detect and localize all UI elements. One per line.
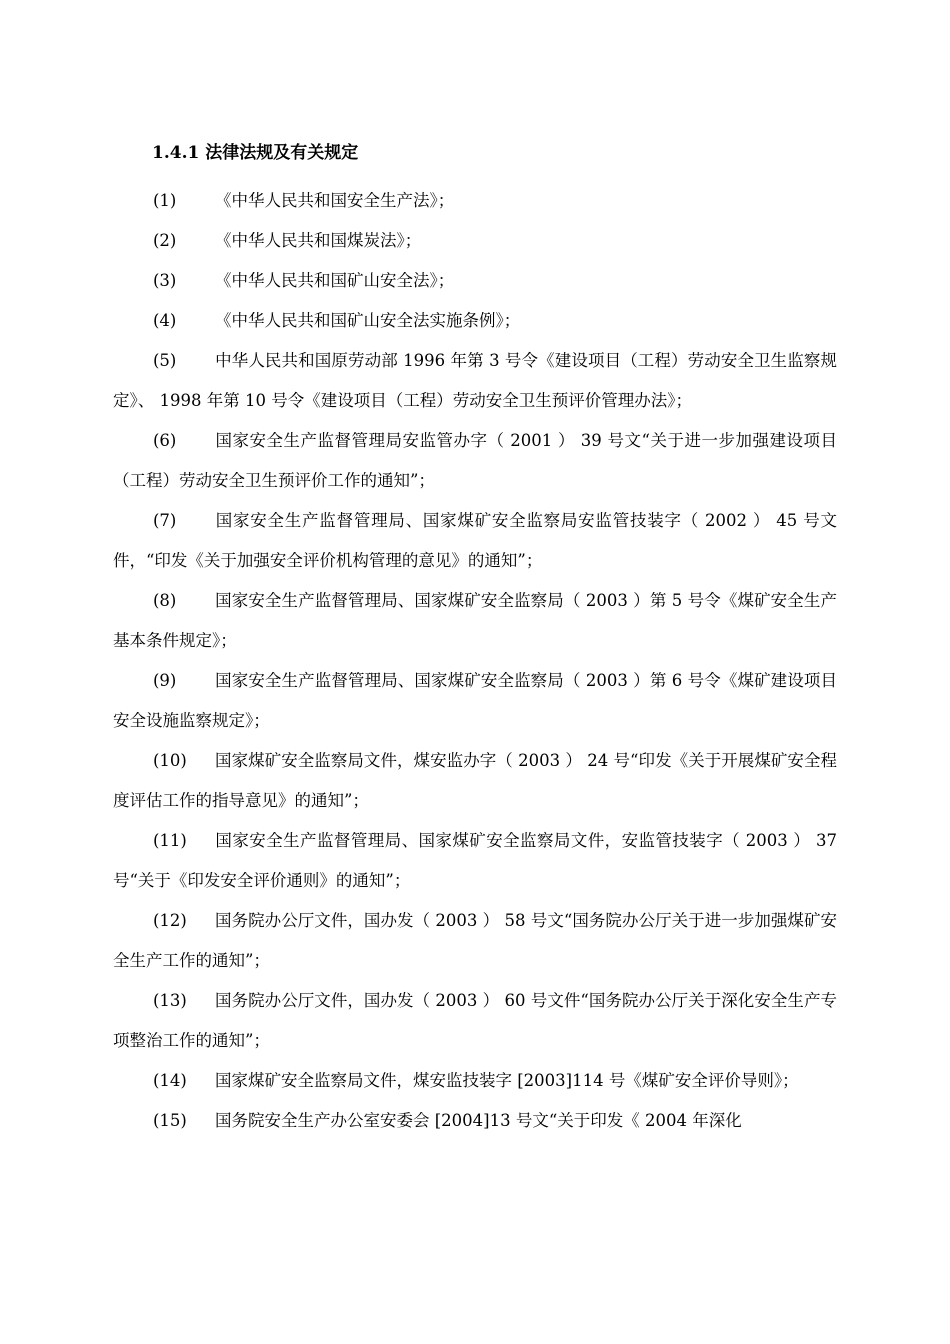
list-item [113, 181, 837, 221]
list-item [113, 301, 837, 341]
list-item [113, 661, 837, 741]
item-text: 国务院办公厅文件，国办发（ 2003 ） 58 号文“国务院办公厅关于进一步加强煤矿安全生产工作的通知”； [113, 911, 837, 970]
item-number: (9) [153, 671, 177, 690]
item-number: (7) [153, 511, 177, 530]
item-number: (14) [153, 1071, 187, 1090]
item-number: (13) [153, 991, 187, 1010]
item-text: 国家安全生产监督管理局、国家煤矿安全监察局文件，安监管技装字（ 2003 ） 37 号“关于《印发安全评价通则》的通知”； [113, 831, 837, 890]
list-item [113, 341, 837, 421]
list-item [113, 901, 837, 981]
list-item [113, 421, 837, 501]
item-text: 《中华人民共和国矿山安全法实施条例》； [215, 311, 521, 330]
item-text: 国家煤矿安全监察局文件，煤安监办字（ 2003 ） 24 号“印发《关于开展煤矿安全程度评估工作的指导意见》的通知”； [113, 751, 837, 810]
item-text: 《中华人民共和国安全生产法》； [215, 191, 455, 210]
item-number: (2) [153, 231, 177, 250]
item-text: 国家煤矿安全监察局文件，煤安监技装字 [2003]114 号《煤矿安全评价导则》； [215, 1071, 799, 1090]
item-number: (12) [153, 911, 187, 930]
item-number: (6) [153, 431, 177, 450]
list-item [113, 741, 837, 821]
section-heading: 1.4.1 法律法规及有关规定 [152, 143, 359, 163]
list-item [113, 221, 837, 261]
item-number: (11) [153, 831, 187, 850]
item-number: (15) [153, 1111, 187, 1130]
item-number: (3) [153, 271, 177, 290]
item-number: (8) [153, 591, 177, 610]
list-item [113, 581, 837, 661]
list-item [113, 501, 837, 581]
item-text: 《中华人民共和国煤炭法》； [215, 231, 422, 250]
list-item [113, 1061, 837, 1101]
item-text: 《中华人民共和国矿山安全法》； [215, 271, 455, 290]
item-text: 国家安全生产监督管理局、国家煤矿安全监察局安监管技装字（ 2002 ） 45 号文件，“印发《关于加强安全评价机构管理的意见》的通知”； [113, 511, 837, 570]
list-item [113, 821, 837, 901]
item-number: (4) [153, 311, 177, 330]
list-item [113, 1101, 837, 1141]
item-text: 中华人民共和国原劳动部 1996 年第 3 号令《建设项目（工程）劳动安全卫生监察规定》、 1998 年第 10 号令《建设项目（工程）劳动安全卫生预评价管理办法》； [113, 351, 837, 410]
item-text: 国家安全生产监督管理局、国家煤矿安全监察局（ 2003 ）第 6 号令《煤矿建设项目安全设施监察规定》； [113, 671, 837, 730]
item-text: 国务院办公厅文件，国办发（ 2003 ） 60 号文件“国务院办公厅关于深化安全生产专项整治工作的通知”； [113, 991, 837, 1050]
item-number: (10) [153, 751, 187, 770]
item-number: (1) [153, 191, 177, 210]
item-text: 国家安全生产监督管理局安监管办字（ 2001 ） 39 号文“关于进一步加强建设项目（工程）劳动安全卫生预评价工作的通知”； [113, 431, 837, 490]
item-text: 国家安全生产监督管理局、国家煤矿安全监察局（ 2003 ）第 5 号令《煤矿安全生产基本条件规定》； [113, 591, 837, 650]
item-text: 国务院安全生产办公室安委会 [2004]13 号文“关于印发《 2004 年深化 [215, 1111, 742, 1130]
list-item [113, 981, 837, 1061]
item-number: (5) [153, 351, 177, 370]
regulation-list [113, 181, 837, 1141]
list-item [113, 261, 837, 301]
